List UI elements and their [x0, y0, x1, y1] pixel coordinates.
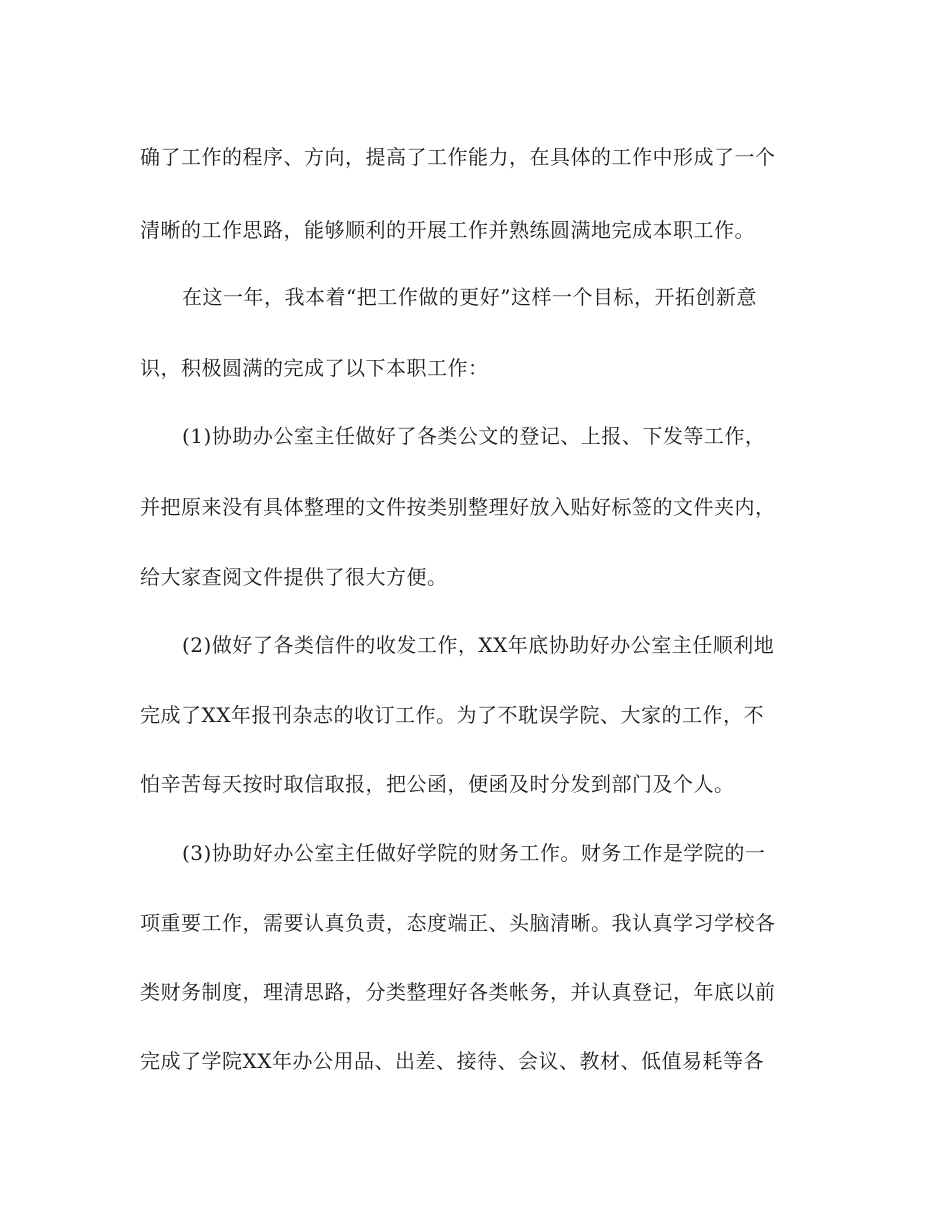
paragraph-line: (1)协助办公室主任做好了各类公文的登记、上报、下发等工作，	[182, 424, 766, 448]
paragraph-line: 完成了学院XX年办公用品、出差、接待、会议、教材、低值易耗等各	[140, 1049, 764, 1073]
paragraph-line: (3)协助好办公室主任做好学院的财务工作。财务工作是学院的一	[182, 841, 766, 865]
paragraph-line: 给大家查阅文件提供了很大方便。	[140, 565, 448, 589]
paragraph-line: 类财务制度，理清思路，分类整理好各类帐务，并认真登记，年底以前	[140, 980, 776, 1004]
paragraph-line: 确了工作的程序、方向，提高了工作能力，在具体的工作中形成了一个	[140, 145, 776, 169]
paragraph-line: 并把原来没有具体整理的文件按类别整理好放入贴好标签的文件夹内，	[140, 495, 776, 519]
paragraph-line: 识，积极圆满的完成了以下本职工作：	[140, 356, 489, 380]
paragraph-line: (2)做好了各类信件的收发工作，XX年底协助好办公室主任顺利地	[182, 633, 775, 657]
paragraph-line: 在这一年，我本着“把工作做的更好”这样一个目标，开拓创新意	[182, 285, 757, 309]
paragraph-line: 项重要工作，需要认真负责，态度端正、头脑清晰。我认真学习学校各	[140, 911, 776, 935]
paragraph-line: 怕辛苦每天按时取信取报，把公函，便函及时分发到部门及个人。	[140, 772, 735, 796]
paragraph-line: 清晰的工作思路，能够顺利的开展工作并熟练圆满地完成本职工作。	[140, 218, 755, 242]
paragraph-line: 完成了XX年报刊杂志的收订工作。为了不耽误学院、大家的工作，不	[140, 703, 764, 727]
